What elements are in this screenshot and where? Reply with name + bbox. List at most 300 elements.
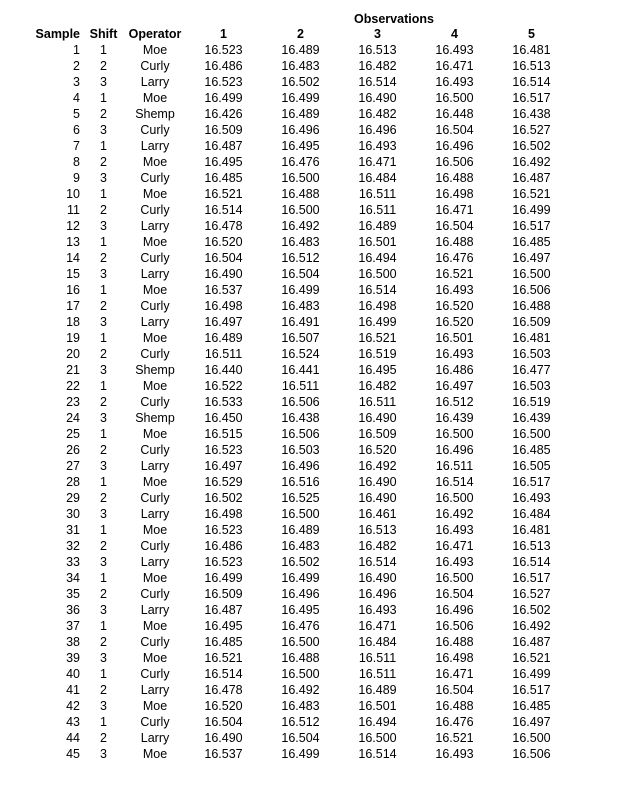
cell-shift: 2 xyxy=(100,539,107,553)
cell-operator: Moe xyxy=(142,187,168,201)
cell-shift: 1 xyxy=(100,523,107,537)
cell-obs-5: 16.492 xyxy=(512,155,551,169)
cell-obs-2: 16.441 xyxy=(281,363,320,377)
cell-obs-2: 16.502 xyxy=(281,555,320,569)
table-row xyxy=(0,218,570,234)
cell-obs-5: 16.485 xyxy=(512,699,551,713)
column-header-obs-4: 4 xyxy=(451,27,458,41)
cell-obs-3: 16.461 xyxy=(358,507,397,521)
cell-obs-5: 16.485 xyxy=(512,443,551,457)
table-row xyxy=(0,314,570,330)
cell-obs-2: 16.489 xyxy=(281,43,320,57)
cell-shift: 2 xyxy=(100,683,107,697)
cell-shift: 2 xyxy=(100,395,107,409)
cell-operator: Moe xyxy=(142,475,168,489)
cell-operator: Moe xyxy=(142,235,168,249)
cell-obs-1: 16.497 xyxy=(204,315,243,329)
cell-obs-5: 16.487 xyxy=(512,171,551,185)
column-header-shift: Shift xyxy=(89,27,118,41)
cell-shift: 3 xyxy=(100,267,107,281)
cell-sample: 15 xyxy=(66,267,80,281)
cell-shift: 2 xyxy=(100,107,107,121)
cell-obs-1: 16.521 xyxy=(204,651,243,665)
table-row xyxy=(0,170,570,186)
cell-obs-3: 16.501 xyxy=(358,235,397,249)
cell-obs-5: 16.500 xyxy=(512,731,551,745)
cell-obs-4: 16.492 xyxy=(435,507,474,521)
cell-obs-5: 16.513 xyxy=(512,539,551,553)
cell-obs-3: 16.511 xyxy=(358,395,397,409)
cell-obs-4: 16.496 xyxy=(435,603,474,617)
cell-obs-2: 16.489 xyxy=(281,107,320,121)
cell-obs-2: 16.511 xyxy=(281,379,320,393)
cell-obs-1: 16.495 xyxy=(204,619,243,633)
table-row xyxy=(0,586,570,602)
cell-obs-2: 16.506 xyxy=(281,395,320,409)
cell-operator: Curly xyxy=(140,251,170,265)
cell-obs-3: 16.511 xyxy=(358,203,397,217)
table-row xyxy=(0,90,570,106)
cell-shift: 1 xyxy=(100,91,107,105)
cell-obs-1: 16.523 xyxy=(204,443,243,457)
cell-obs-5: 16.493 xyxy=(512,491,551,505)
cell-obs-1: 16.489 xyxy=(204,331,243,345)
cell-obs-4: 16.498 xyxy=(435,651,474,665)
table-row xyxy=(0,378,570,394)
cell-obs-1: 16.523 xyxy=(204,43,243,57)
cell-obs-3: 16.501 xyxy=(358,699,397,713)
table-row xyxy=(0,634,570,650)
cell-shift: 1 xyxy=(100,571,107,585)
cell-obs-4: 16.512 xyxy=(435,395,474,409)
cell-obs-2: 16.512 xyxy=(281,715,320,729)
cell-operator: Curly xyxy=(140,171,170,185)
cell-sample: 39 xyxy=(66,651,80,665)
table-row xyxy=(0,730,570,746)
cell-operator: Curly xyxy=(140,667,170,681)
cell-obs-2: 16.525 xyxy=(281,491,320,505)
cell-obs-4: 16.493 xyxy=(435,347,474,361)
cell-operator: Moe xyxy=(142,331,168,345)
cell-shift: 1 xyxy=(100,235,107,249)
cell-sample: 12 xyxy=(66,219,80,233)
cell-shift: 1 xyxy=(100,379,107,393)
cell-shift: 1 xyxy=(100,475,107,489)
cell-obs-1: 16.511 xyxy=(204,347,243,361)
cell-obs-3: 16.482 xyxy=(358,59,397,73)
cell-obs-3: 16.492 xyxy=(358,459,397,473)
cell-obs-4: 16.520 xyxy=(435,299,474,313)
cell-operator: Curly xyxy=(140,59,170,73)
cell-shift: 1 xyxy=(100,43,107,57)
cell-obs-1: 16.490 xyxy=(204,267,243,281)
cell-obs-2: 16.524 xyxy=(281,347,320,361)
column-header-obs-5: 5 xyxy=(528,27,535,41)
cell-obs-3: 16.511 xyxy=(358,651,397,665)
cell-operator: Curly xyxy=(140,123,170,137)
table-row xyxy=(0,522,570,538)
cell-operator: Larry xyxy=(140,555,170,569)
cell-obs-2: 16.500 xyxy=(281,171,320,185)
cell-operator: Curly xyxy=(140,395,170,409)
cell-obs-3: 16.482 xyxy=(358,379,397,393)
cell-obs-5: 16.517 xyxy=(512,219,551,233)
cell-shift: 2 xyxy=(100,251,107,265)
cell-sample: 28 xyxy=(66,475,80,489)
cell-obs-2: 16.503 xyxy=(281,443,320,457)
cell-operator: Curly xyxy=(140,203,170,217)
cell-shift: 1 xyxy=(100,139,107,153)
cell-sample: 29 xyxy=(66,491,80,505)
cell-obs-5: 16.487 xyxy=(512,635,551,649)
table-row xyxy=(0,410,570,426)
cell-obs-4: 16.496 xyxy=(435,139,474,153)
cell-obs-5: 16.513 xyxy=(512,59,551,73)
cell-obs-1: 16.514 xyxy=(204,667,243,681)
cell-obs-4: 16.476 xyxy=(435,251,474,265)
cell-sample: 45 xyxy=(66,747,80,761)
cell-shift: 1 xyxy=(100,187,107,201)
cell-obs-3: 16.519 xyxy=(358,347,397,361)
cell-shift: 3 xyxy=(100,699,107,713)
cell-obs-3: 16.484 xyxy=(358,635,397,649)
cell-sample: 14 xyxy=(66,251,80,265)
table-row xyxy=(0,282,570,298)
cell-obs-3: 16.514 xyxy=(358,75,397,89)
cell-obs-3: 16.513 xyxy=(358,523,397,537)
cell-sample: 34 xyxy=(66,571,80,585)
cell-obs-3: 16.490 xyxy=(358,475,397,489)
cell-obs-2: 16.506 xyxy=(281,427,320,441)
cell-obs-4: 16.506 xyxy=(435,155,474,169)
cell-operator: Curly xyxy=(140,587,170,601)
table-row xyxy=(0,346,570,362)
cell-obs-1: 16.495 xyxy=(204,155,243,169)
cell-obs-2: 16.500 xyxy=(281,507,320,521)
cell-obs-2: 16.496 xyxy=(281,123,320,137)
cell-obs-1: 16.537 xyxy=(204,747,243,761)
cell-obs-1: 16.529 xyxy=(204,475,243,489)
cell-obs-2: 16.488 xyxy=(281,651,320,665)
cell-obs-3: 16.514 xyxy=(358,283,397,297)
cell-obs-5: 16.519 xyxy=(512,395,551,409)
cell-obs-5: 16.485 xyxy=(512,235,551,249)
table-row xyxy=(0,42,570,58)
cell-sample: 16 xyxy=(66,283,80,297)
cell-operator: Shemp xyxy=(135,363,175,377)
cell-shift: 2 xyxy=(100,635,107,649)
cell-sample: 22 xyxy=(66,379,80,393)
table-row xyxy=(0,58,570,74)
cell-obs-3: 16.471 xyxy=(358,155,397,169)
cell-operator: Moe xyxy=(142,651,168,665)
cell-obs-5: 16.502 xyxy=(512,603,551,617)
cell-obs-2: 16.483 xyxy=(281,235,320,249)
cell-obs-5: 16.499 xyxy=(512,667,551,681)
cell-obs-1: 16.499 xyxy=(204,571,243,585)
cell-sample: 44 xyxy=(66,731,80,745)
cell-obs-3: 16.493 xyxy=(358,603,397,617)
table-row xyxy=(0,602,570,618)
cell-obs-2: 16.492 xyxy=(281,683,320,697)
cell-sample: 6 xyxy=(73,123,80,137)
cell-shift: 2 xyxy=(100,587,107,601)
cell-obs-3: 16.514 xyxy=(358,747,397,761)
cell-shift: 3 xyxy=(100,651,107,665)
cell-obs-4: 16.488 xyxy=(435,635,474,649)
cell-obs-4: 16.496 xyxy=(435,443,474,457)
cell-obs-4: 16.493 xyxy=(435,555,474,569)
cell-obs-2: 16.502 xyxy=(281,75,320,89)
cell-obs-1: 16.523 xyxy=(204,555,243,569)
cell-sample: 27 xyxy=(66,459,80,473)
cell-operator: Moe xyxy=(142,427,168,441)
cell-obs-4: 16.471 xyxy=(435,667,474,681)
cell-operator: Shemp xyxy=(135,107,175,121)
cell-obs-1: 16.504 xyxy=(204,251,243,265)
cell-sample: 19 xyxy=(66,331,80,345)
cell-operator: Larry xyxy=(140,315,170,329)
cell-shift: 2 xyxy=(100,443,107,457)
cell-obs-2: 16.492 xyxy=(281,219,320,233)
cell-sample: 7 xyxy=(73,139,80,153)
cell-sample: 25 xyxy=(66,427,80,441)
cell-sample: 43 xyxy=(66,715,80,729)
cell-shift: 3 xyxy=(100,459,107,473)
cell-obs-4: 16.511 xyxy=(435,459,474,473)
cell-sample: 18 xyxy=(66,315,80,329)
column-header-operator: Operator xyxy=(128,27,182,41)
cell-obs-1: 16.487 xyxy=(204,603,243,617)
cell-obs-1: 16.509 xyxy=(204,587,243,601)
cell-obs-3: 16.495 xyxy=(358,363,397,377)
cell-operator: Moe xyxy=(142,699,168,713)
cell-obs-4: 16.448 xyxy=(435,107,474,121)
cell-obs-4: 16.471 xyxy=(435,203,474,217)
table-row xyxy=(0,298,570,314)
cell-obs-5: 16.517 xyxy=(512,571,551,585)
cell-obs-2: 16.483 xyxy=(281,699,320,713)
cell-obs-1: 16.497 xyxy=(204,459,243,473)
cell-obs-4: 16.500 xyxy=(435,427,474,441)
cell-obs-5: 16.527 xyxy=(512,123,551,137)
cell-operator: Larry xyxy=(140,219,170,233)
cell-obs-4: 16.504 xyxy=(435,219,474,233)
cell-obs-5: 16.481 xyxy=(512,43,551,57)
cell-obs-5: 16.481 xyxy=(512,523,551,537)
cell-obs-3: 16.489 xyxy=(358,219,397,233)
cell-sample: 1 xyxy=(73,43,80,57)
cell-obs-3: 16.494 xyxy=(358,251,397,265)
cell-sample: 36 xyxy=(66,603,80,617)
cell-obs-5: 16.477 xyxy=(512,363,551,377)
cell-operator: Moe xyxy=(142,523,168,537)
cell-obs-4: 16.488 xyxy=(435,171,474,185)
cell-shift: 3 xyxy=(100,363,107,377)
table-row xyxy=(0,106,570,122)
cell-sample: 38 xyxy=(66,635,80,649)
table-row xyxy=(0,618,570,634)
table-row xyxy=(0,234,570,250)
cell-obs-3: 16.494 xyxy=(358,715,397,729)
cell-operator: Moe xyxy=(142,155,168,169)
table-row xyxy=(0,186,570,202)
cell-operator: Curly xyxy=(140,491,170,505)
cell-obs-5: 16.514 xyxy=(512,75,551,89)
cell-obs-3: 16.500 xyxy=(358,731,397,745)
cell-obs-4: 16.493 xyxy=(435,523,474,537)
cell-obs-3: 16.521 xyxy=(358,331,397,345)
cell-obs-5: 16.517 xyxy=(512,683,551,697)
cell-obs-1: 16.487 xyxy=(204,139,243,153)
cell-sample: 21 xyxy=(66,363,80,377)
cell-obs-5: 16.503 xyxy=(512,347,551,361)
cell-shift: 2 xyxy=(100,155,107,169)
cell-obs-2: 16.504 xyxy=(281,267,320,281)
cell-obs-3: 16.499 xyxy=(358,315,397,329)
cell-sample: 23 xyxy=(66,395,80,409)
cell-sample: 11 xyxy=(67,203,80,217)
cell-obs-3: 16.511 xyxy=(358,667,397,681)
cell-obs-4: 16.493 xyxy=(435,747,474,761)
cell-sample: 8 xyxy=(73,155,80,169)
cell-obs-1: 16.523 xyxy=(204,75,243,89)
cell-obs-4: 16.488 xyxy=(435,699,474,713)
cell-obs-5: 16.506 xyxy=(512,283,551,297)
cell-sample: 3 xyxy=(73,75,80,89)
cell-obs-1: 16.523 xyxy=(204,523,243,537)
cell-obs-1: 16.520 xyxy=(204,235,243,249)
cell-obs-4: 16.521 xyxy=(435,731,474,745)
cell-operator: Larry xyxy=(140,603,170,617)
cell-obs-2: 16.500 xyxy=(281,667,320,681)
cell-obs-5: 16.521 xyxy=(512,651,551,665)
cell-obs-4: 16.506 xyxy=(435,619,474,633)
cell-obs-2: 16.496 xyxy=(281,459,320,473)
cell-obs-1: 16.502 xyxy=(204,491,243,505)
cell-sample: 20 xyxy=(66,347,80,361)
cell-obs-5: 16.502 xyxy=(512,139,551,153)
cell-shift: 2 xyxy=(100,59,107,73)
cell-obs-3: 16.482 xyxy=(358,539,397,553)
cell-operator: Larry xyxy=(140,683,170,697)
cell-obs-2: 16.507 xyxy=(281,331,320,345)
cell-operator: Moe xyxy=(142,747,168,761)
cell-obs-1: 16.515 xyxy=(204,427,243,441)
cell-sample: 32 xyxy=(66,539,80,553)
cell-obs-3: 16.520 xyxy=(358,443,397,457)
cell-obs-2: 16.483 xyxy=(281,59,320,73)
table-row xyxy=(0,554,570,570)
cell-obs-4: 16.521 xyxy=(435,267,474,281)
cell-obs-1: 16.520 xyxy=(204,699,243,713)
column-header-obs-3: 3 xyxy=(374,27,381,41)
cell-operator: Larry xyxy=(140,139,170,153)
cell-obs-4: 16.500 xyxy=(435,91,474,105)
cell-shift: 2 xyxy=(100,203,107,217)
cell-shift: 1 xyxy=(100,331,107,345)
cell-obs-2: 16.504 xyxy=(281,731,320,745)
cell-obs-1: 16.450 xyxy=(204,411,243,425)
cell-obs-2: 16.476 xyxy=(281,155,320,169)
cell-obs-5: 16.488 xyxy=(512,299,551,313)
cell-obs-2: 16.499 xyxy=(281,91,320,105)
cell-sample: 5 xyxy=(73,107,80,121)
table-row xyxy=(0,698,570,714)
table-row xyxy=(0,650,570,666)
cell-obs-5: 16.499 xyxy=(512,203,551,217)
cell-obs-2: 16.488 xyxy=(281,187,320,201)
cell-sample: 42 xyxy=(66,699,80,713)
cell-sample: 24 xyxy=(66,411,80,425)
cell-operator: Shemp xyxy=(135,411,175,425)
cell-operator: Moe xyxy=(142,379,168,393)
cell-obs-5: 16.497 xyxy=(512,715,551,729)
cell-shift: 3 xyxy=(100,75,107,89)
cell-operator: Curly xyxy=(140,347,170,361)
cell-obs-1: 16.509 xyxy=(204,123,243,137)
cell-operator: Larry xyxy=(140,459,170,473)
cell-sample: 33 xyxy=(66,555,80,569)
cell-obs-4: 16.500 xyxy=(435,491,474,505)
cell-shift: 3 xyxy=(100,315,107,329)
table-row xyxy=(0,458,570,474)
cell-sample: 26 xyxy=(66,443,80,457)
cell-obs-5: 16.500 xyxy=(512,427,551,441)
cell-obs-3: 16.498 xyxy=(358,299,397,313)
cell-obs-1: 16.522 xyxy=(204,379,243,393)
cell-shift: 3 xyxy=(100,507,107,521)
cell-obs-4: 16.514 xyxy=(435,475,474,489)
cell-shift: 2 xyxy=(100,299,107,313)
table-row xyxy=(0,474,570,490)
table-row xyxy=(0,682,570,698)
cell-shift: 3 xyxy=(100,555,107,569)
cell-shift: 3 xyxy=(100,603,107,617)
cell-obs-5: 16.439 xyxy=(512,411,551,425)
cell-shift: 3 xyxy=(100,411,107,425)
cell-obs-1: 16.537 xyxy=(204,283,243,297)
cell-obs-3: 16.493 xyxy=(358,139,397,153)
cell-obs-5: 16.497 xyxy=(512,251,551,265)
cell-operator: Moe xyxy=(142,619,168,633)
cell-sample: 10 xyxy=(66,187,80,201)
cell-obs-3: 16.513 xyxy=(358,43,397,57)
cell-obs-5: 16.505 xyxy=(512,459,551,473)
table-row xyxy=(0,426,570,442)
table-row xyxy=(0,154,570,170)
cell-obs-1: 16.478 xyxy=(204,219,243,233)
cell-operator: Moe xyxy=(142,43,168,57)
cell-operator: Moe xyxy=(142,571,168,585)
table-row xyxy=(0,250,570,266)
cell-obs-1: 16.498 xyxy=(204,299,243,313)
cell-obs-5: 16.509 xyxy=(512,315,551,329)
cell-obs-2: 16.489 xyxy=(281,523,320,537)
cell-obs-3: 16.496 xyxy=(358,587,397,601)
observations-table xyxy=(0,26,570,762)
table-row xyxy=(0,362,570,378)
cell-obs-5: 16.521 xyxy=(512,187,551,201)
cell-operator: Larry xyxy=(140,75,170,89)
cell-shift: 3 xyxy=(100,123,107,137)
cell-obs-4: 16.493 xyxy=(435,75,474,89)
cell-obs-3: 16.489 xyxy=(358,683,397,697)
cell-obs-1: 16.490 xyxy=(204,731,243,745)
cell-obs-5: 16.503 xyxy=(512,379,551,393)
cell-obs-2: 16.496 xyxy=(281,587,320,601)
table-row xyxy=(0,74,570,90)
